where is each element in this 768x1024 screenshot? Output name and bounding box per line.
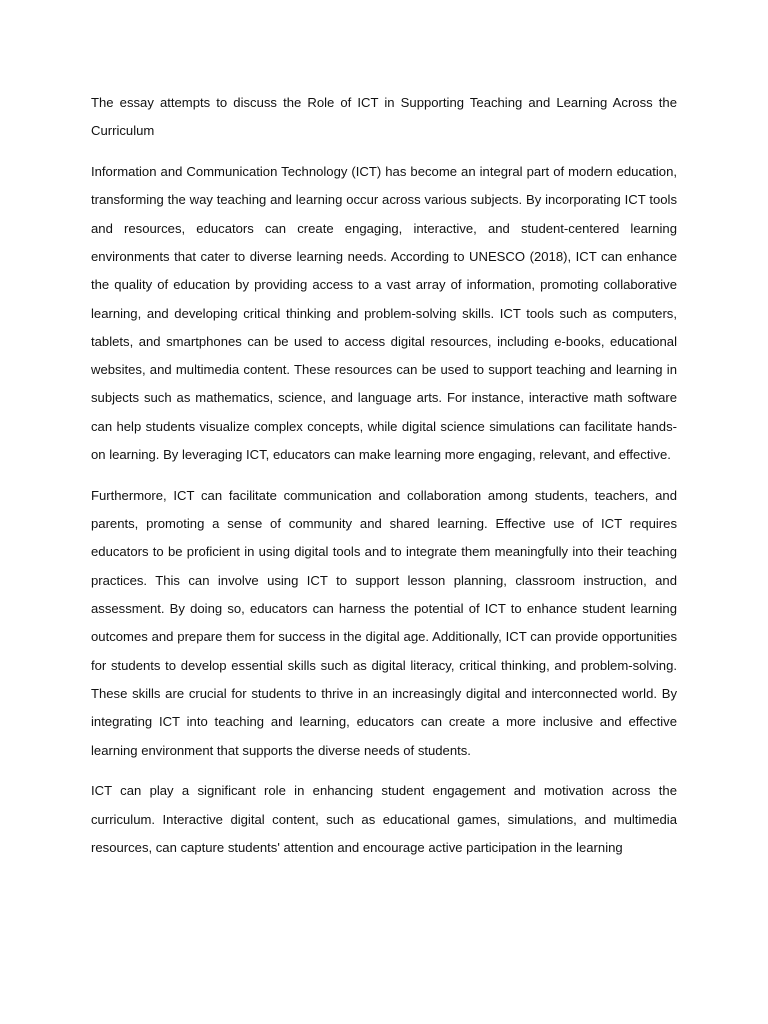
paragraph-engagement-motivation: ICT can play a significant role in enhancing student engagement and motivation across the curriculum. Interactive digital content, such as educational games, simulations, and multimedia resources, can capture students' attention and encourage active participation in the learning <box>91 783 677 855</box>
essay-title: The essay attempts to discuss the Role of ICT in Supporting Teaching and Learning Across the Curriculum <box>91 95 677 139</box>
paragraph-ict-introduction: Information and Communication Technology (ICT) has become an integral part of modern education, transforming the way teaching and learning occur across various subjects. By incorporating ICT tools and resources, educators can create engaging, interactive, and student-centered learning environments that cater to diverse learning needs. According to UNESCO (2018), ICT can enhance the quality of education by providing access to a vast array of information, promoting collaborative learning, and developing critical thinking and problem-solving skills. ICT tools such as computers, tablets, and smartphones can be used to access digital resources, including e-books, educational websites, and multimedia content. These resources can be used to support teaching and learning in subjects such as mathematics, science, and language arts. For instance, interactive math software can help students visualize complex concepts, while digital science simulations can facilitate hands-on learning. By leveraging ICT, educators can make learning more engaging, relevant, and effective. <box>91 164 677 463</box>
document-body <box>91 89 677 875</box>
paragraph-communication-collaboration: Furthermore, ICT can facilitate communication and collaboration among students, teachers, and parents, promoting a sense of community and shared learning. Effective use of ICT requires educators to be proficient in using digital tools and to integrate them meaningfully into their teaching practices. This can involve using ICT to support lesson planning, classroom instruction, and assessment. By doing so, educators can harness the potential of ICT to enhance student learning outcomes and prepare them for success in the digital age. Additionally, ICT can provide opportunities for students to develop essential skills such as digital literacy, critical thinking, and problem-solving. These skills are crucial for students to thrive in an increasingly digital and interconnected world. By integrating ICT into teaching and learning, educators can create a more inclusive and effective learning environment that supports the diverse needs of students. <box>91 487 677 758</box>
